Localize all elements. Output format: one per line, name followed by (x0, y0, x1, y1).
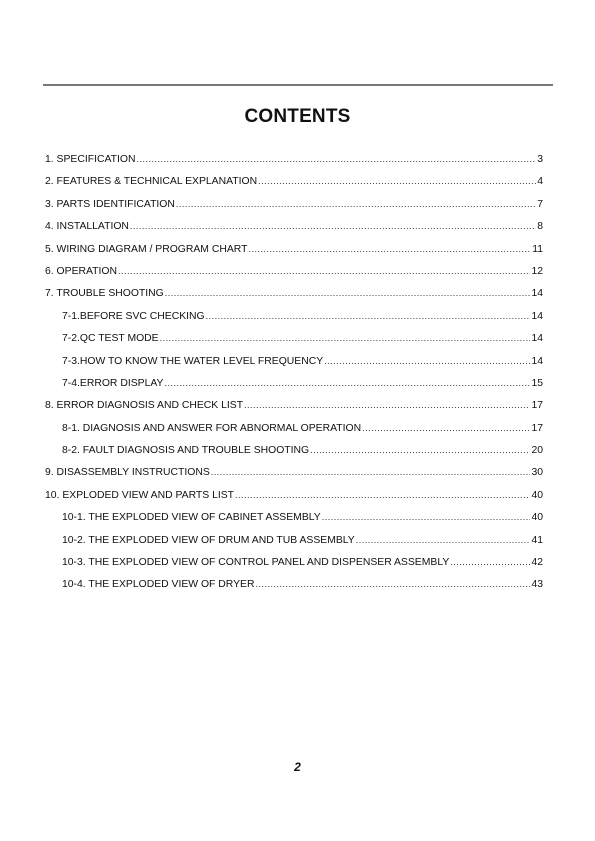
toc-entry-label: 10. EXPLODED VIEW AND PARTS LIST (45, 489, 235, 501)
toc-dot-leader (176, 197, 536, 210)
toc-entry[interactable] (45, 398, 543, 420)
toc-dot-leader (356, 533, 531, 546)
toc-dot-leader (362, 421, 530, 434)
toc-entry-page: 20 (531, 445, 543, 457)
toc-dot-leader (324, 354, 530, 367)
toc-entry-label: 7. TROUBLE SHOOTING (45, 288, 164, 300)
toc-entry-page: 4 (537, 176, 543, 188)
toc-entry-label: 8. ERROR DIAGNOSIS AND CHECK LIST (45, 400, 244, 412)
toc-entry-page: 14 (531, 333, 543, 345)
toc-entry-page: 42 (531, 557, 543, 569)
toc-entry-label: 2. FEATURES & TECHNICAL EXPLANATION (45, 176, 258, 188)
toc-entry[interactable] (45, 219, 543, 241)
toc-entry[interactable] (45, 577, 543, 599)
toc-dot-leader (450, 555, 530, 568)
toc-entry-page: 17 (531, 422, 543, 434)
toc-entry[interactable] (45, 465, 543, 487)
toc-dot-leader (211, 465, 531, 478)
toc-entry[interactable] (45, 242, 543, 264)
toc-entry[interactable] (45, 510, 543, 532)
toc-entry[interactable] (45, 286, 543, 308)
toc-entry-label: 5. WIRING DIAGRAM / PROGRAM CHART (45, 243, 248, 255)
toc-dot-leader (258, 174, 536, 187)
header-rule (43, 84, 553, 86)
page-title: CONTENTS (244, 106, 351, 127)
toc-entry[interactable] (45, 309, 543, 331)
toc-entry-page: 14 (531, 310, 543, 322)
toc-entry-page: 14 (531, 355, 543, 367)
toc-dot-leader (164, 376, 530, 389)
toc-entry-page: 3 (537, 154, 543, 165)
toc-dot-leader (165, 286, 531, 299)
toc-entry[interactable] (45, 376, 543, 398)
table-of-contents (45, 152, 543, 600)
toc-entry[interactable] (45, 264, 543, 286)
toc-entry-page: 12 (531, 265, 543, 277)
toc-dot-leader (130, 219, 536, 232)
toc-dot-leader (136, 152, 536, 165)
toc-dot-leader (322, 510, 531, 523)
toc-entry-label: 8-1. DIAGNOSIS AND ANSWER FOR ABNORMAL OPERATION (62, 422, 362, 434)
toc-entry-page: 8 (537, 221, 543, 233)
toc-entry-label: 10-3. THE EXPLODED VIEW OF CONTROL PANEL AND DISPENSER ASSEMBLY (62, 557, 450, 569)
toc-entry-page: 41 (531, 534, 543, 546)
toc-entry-page: 30 (531, 467, 543, 479)
toc-entry-label: 7-3.HOW TO KNOW THE WATER LEVEL FREQUENCY (62, 355, 324, 367)
toc-entry-label: 10-4. THE EXPLODED VIEW OF DRYER (62, 579, 255, 591)
toc-entry-label: 1. SPECIFICATION (45, 154, 136, 165)
toc-entry-label: 6. OPERATION (45, 265, 117, 277)
toc-entry-page: 7 (537, 198, 543, 210)
toc-entry-page: 43 (531, 579, 543, 591)
toc-dot-leader (235, 488, 530, 501)
toc-entry-label: 3. PARTS IDENTIFICATION (45, 198, 175, 210)
page-number: 2 (294, 760, 301, 774)
toc-entry[interactable] (45, 197, 543, 219)
toc-dot-leader (206, 309, 531, 322)
toc-entry[interactable] (45, 331, 543, 353)
toc-entry-page: 14 (531, 288, 543, 300)
toc-dot-leader (244, 398, 530, 411)
toc-dot-leader (310, 443, 530, 456)
toc-entry-page: 40 (531, 512, 543, 524)
toc-entry[interactable] (45, 152, 543, 174)
toc-entry-page: 17 (531, 400, 543, 412)
toc-dot-leader (160, 331, 531, 344)
toc-entry-label: 7-2.QC TEST MODE (62, 333, 159, 345)
toc-entry[interactable] (45, 488, 543, 510)
toc-entry-label: 8-2. FAULT DIAGNOSIS AND TROUBLE SHOOTING (62, 445, 310, 457)
toc-entry-page: 15 (531, 377, 543, 389)
toc-entry[interactable] (45, 533, 543, 555)
toc-entry-page: 11 (532, 243, 543, 255)
toc-entry[interactable] (45, 174, 543, 196)
toc-dot-leader (118, 264, 530, 277)
toc-entry-label: 7-1.BEFORE SVC CHECKING (62, 310, 205, 322)
toc-entry-label: 4. INSTALLATION (45, 221, 129, 233)
toc-entry-label: 7-4.ERROR DISPLAY (62, 377, 164, 389)
toc-entry[interactable] (45, 354, 543, 376)
toc-dot-leader (248, 242, 531, 255)
toc-entry[interactable] (45, 421, 543, 443)
toc-entry[interactable] (45, 555, 543, 577)
toc-dot-leader (255, 577, 530, 590)
toc-entry-label: 10-1. THE EXPLODED VIEW OF CABINET ASSEMBLY (62, 512, 321, 524)
toc-entry-page: 40 (531, 489, 543, 501)
toc-entry-label: 9. DISASSEMBLY INSTRUCTIONS (45, 467, 210, 479)
toc-entry[interactable] (45, 443, 543, 465)
toc-entry-label: 10-2. THE EXPLODED VIEW OF DRUM AND TUB ASSEMBLY (62, 534, 355, 546)
